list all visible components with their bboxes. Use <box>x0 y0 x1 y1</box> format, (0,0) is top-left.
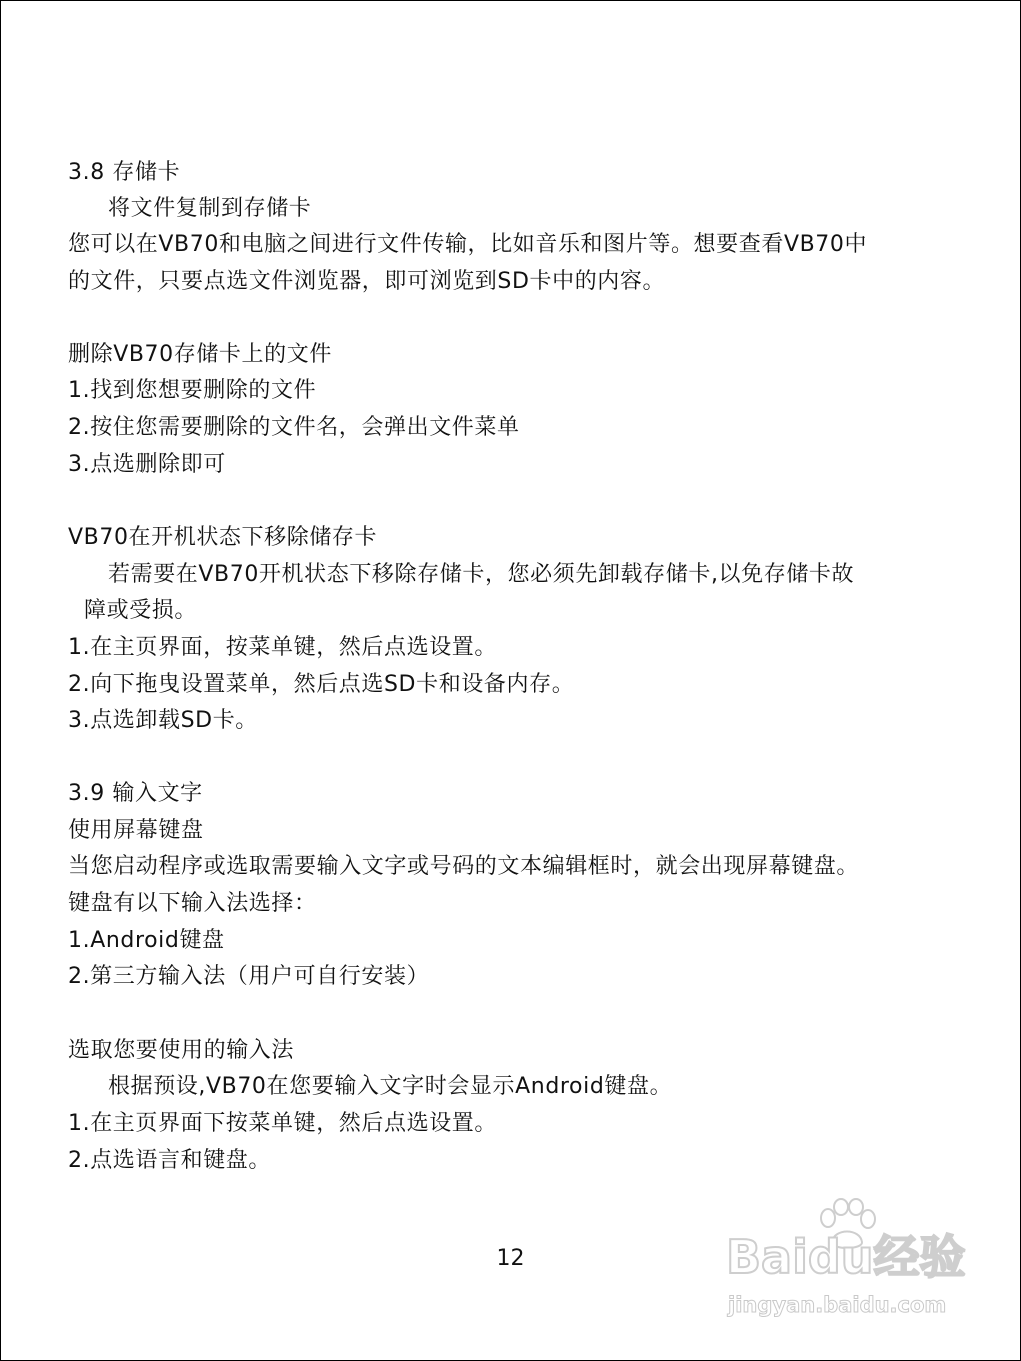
list-item: 1.找到您想要删除的文件 <box>68 378 317 403</box>
paragraph-line: 当您启动程序或选取需要输入文字或号码的文本编辑框时，就会出现屏幕键盘。 <box>68 854 860 879</box>
watermark-logo-text: Baidu经验 <box>726 1230 966 1284</box>
section-heading-3-9: 3.9 输入文字 <box>68 781 203 806</box>
subheading-remove-card: VB70在开机状态下移除储存卡 <box>68 525 378 550</box>
section-heading-3-8: 3.8 存储卡 <box>68 160 181 185</box>
subheading-delete-files: 删除VB70存储卡上的文件 <box>68 342 332 367</box>
paragraph-line: 的文件，只要点选文件浏览器，即可浏览到SD卡中的内容。 <box>68 269 666 294</box>
list-item: 2.向下拖曳设置菜单，然后点选SD卡和设备内存。 <box>68 672 575 697</box>
list-item: 2.点选语言和键盘。 <box>68 1148 271 1173</box>
list-item: 2.第三方输入法（用户可自行安装） <box>68 964 430 989</box>
subheading-copy-to-card: 将文件复制到存储卡 <box>108 196 312 221</box>
list-item: 3.点选删除即可 <box>68 452 226 477</box>
paragraph-line: 若需要在VB70开机状态下移除存储卡，您必须先卸载存储卡,以免存储卡故 <box>108 562 855 587</box>
paragraph-line: 障或受损。 <box>84 598 198 623</box>
page-number: 12 <box>496 1246 525 1271</box>
subheading-onscreen-keyboard: 使用屏幕键盘 <box>68 818 204 843</box>
paragraph-line: 键盘有以下输入法选择： <box>68 891 317 916</box>
list-item: 1.在主页界面，按菜单键，然后点选设置。 <box>68 635 497 660</box>
baidu-watermark <box>722 1198 972 1328</box>
subheading-select-input-method: 选取您要使用的输入法 <box>68 1038 295 1063</box>
list-item: 2.按住您需要删除的文件名，会弹出文件菜单 <box>68 415 520 440</box>
paragraph-line: 您可以在VB70和电脑之间进行文件传输，比如音乐和图片等。想要查看VB70中 <box>68 232 868 257</box>
list-item: 3.点选卸载SD卡。 <box>68 708 258 733</box>
watermark-url: jingyan.baidu.com <box>728 1293 947 1317</box>
list-item: 1.Android键盘 <box>68 928 225 953</box>
list-item: 1.在主页界面下按菜单键，然后点选设置。 <box>68 1111 497 1136</box>
paragraph-line: 根据预设,VB70在您要输入文字时会显示Android键盘。 <box>108 1074 673 1099</box>
